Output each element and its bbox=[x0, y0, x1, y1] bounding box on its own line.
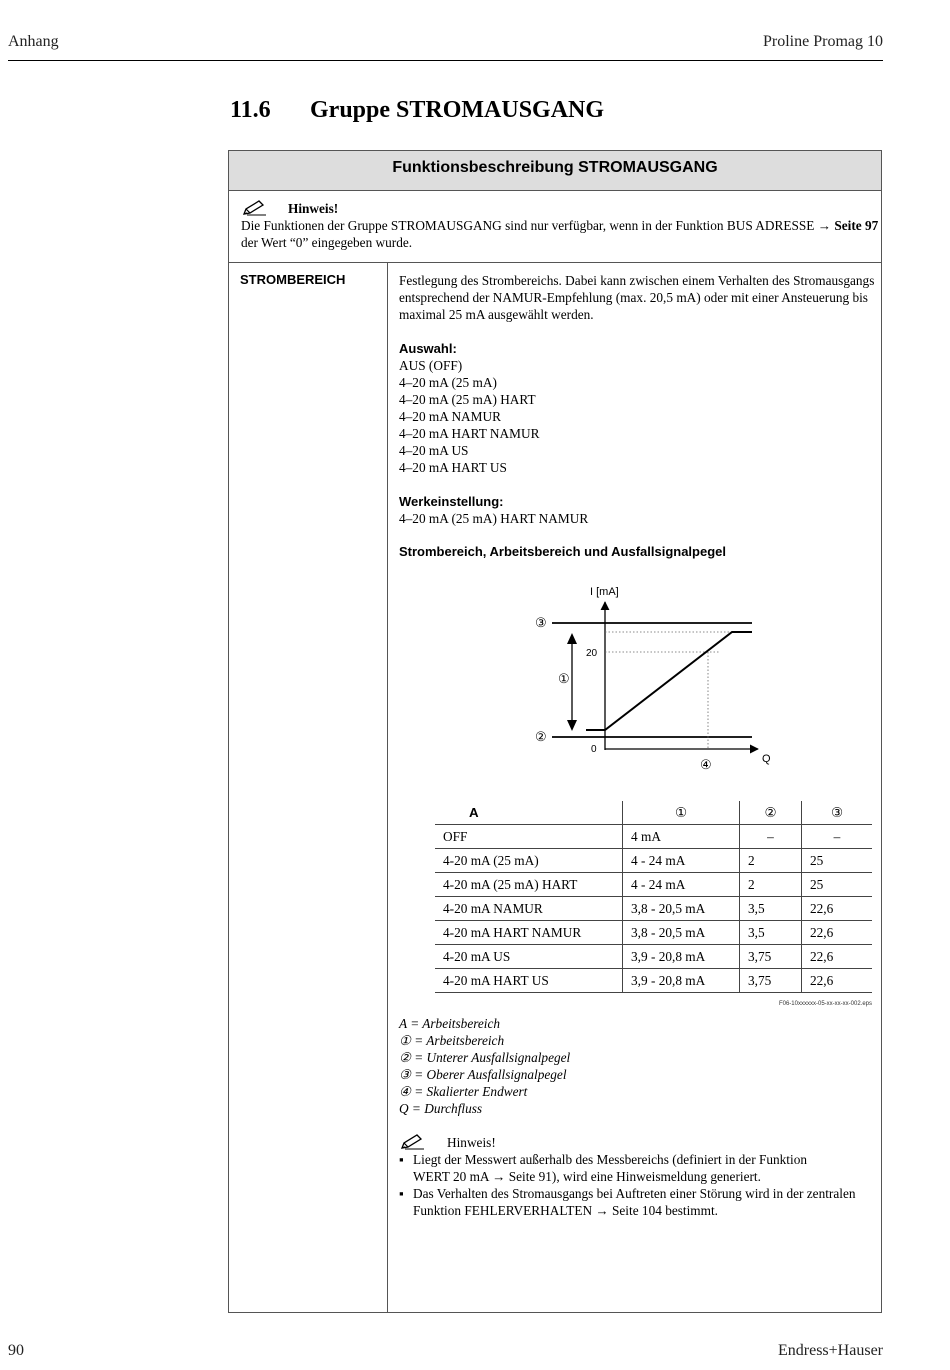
section-number: 11.6 bbox=[230, 97, 271, 123]
table-cell: 3,75 bbox=[740, 969, 802, 993]
running-header-left: Anhang bbox=[8, 33, 59, 50]
legend-item: ① = Arbeitsbereich bbox=[399, 1033, 505, 1048]
pencil-note-icon bbox=[242, 199, 268, 217]
note-bullet-text: Funktion FEHLERVERHALTEN → Seite 104 bestimmt. bbox=[413, 1203, 719, 1218]
note-label: Hinweis! bbox=[447, 1135, 496, 1150]
table-header-cell: ② bbox=[740, 801, 802, 825]
function-box-title: Funktionsbeschreibung STROMAUSGANG bbox=[392, 159, 718, 176]
legend-item: ③ = Oberer Ausfallsignalpegel bbox=[399, 1067, 567, 1082]
table-cell: 22,6 bbox=[802, 969, 873, 993]
marker-1: ① bbox=[558, 671, 570, 686]
note-label: Hinweis! bbox=[288, 201, 339, 216]
legend-item: Q = Durchfluss bbox=[399, 1101, 483, 1116]
header-rule bbox=[8, 60, 883, 61]
legend-item: A = Arbeitsbereich bbox=[399, 1016, 501, 1031]
marker-2: ② bbox=[535, 729, 547, 744]
table-cell: 22,6 bbox=[802, 897, 873, 921]
row-separator bbox=[229, 262, 881, 263]
section-title: Gruppe STROMAUSGANG bbox=[310, 97, 605, 123]
legend-item: ② = Unterer Ausfallsignalpegel bbox=[399, 1050, 571, 1065]
arrow-head-down bbox=[567, 720, 577, 731]
table-cell: 2 bbox=[740, 849, 802, 873]
table-cell: 3,5 bbox=[740, 921, 802, 945]
note-text: Die Funktionen der Gruppe STROMAUSGANG sind nur verfügbar, wenn in der Funktion BUS ADRESSE → bbox=[241, 218, 832, 233]
table-cell: 2 bbox=[740, 873, 802, 897]
figure-legend bbox=[399, 1015, 570, 1117]
legend-item: ④ = Skalierter Endwert bbox=[399, 1084, 528, 1099]
auswahl-block bbox=[399, 340, 539, 476]
auswahl-option: 4–20 mA HART NAMUR bbox=[399, 426, 540, 441]
table-cell: 4-20 mA HART NAMUR bbox=[435, 921, 623, 945]
table-cell: – bbox=[740, 825, 802, 849]
figure-title: Strombereich, Arbeitsbereich und Ausfallsignalpegel bbox=[399, 544, 726, 559]
page-reference-link[interactable]: Seite 97 bbox=[834, 218, 879, 233]
table-cell: 4 mA bbox=[623, 825, 740, 849]
function-name: STROMBEREICH bbox=[240, 272, 346, 287]
note-bullet-text: Das Verhalten des Stromausgangs bei Auftreten einer Störung wird in der zentralen bbox=[413, 1186, 856, 1201]
bullet-icon: ▪ bbox=[399, 1186, 404, 1201]
auswahl-option: 4–20 mA (25 mA) bbox=[399, 375, 497, 390]
range-table bbox=[435, 801, 872, 993]
table-row bbox=[435, 873, 872, 897]
note-bullets bbox=[399, 1151, 856, 1219]
pencil-note-icon bbox=[400, 1133, 426, 1151]
table-row bbox=[435, 921, 872, 945]
table-cell: – bbox=[802, 825, 873, 849]
auswahl-option: 4–20 mA NAMUR bbox=[399, 409, 501, 424]
note-bullet-text: Liegt der Messwert außerhalb des Messbereichs (definiert in der Funktion bbox=[413, 1152, 807, 1167]
table-cell: 25 bbox=[802, 873, 873, 897]
table-cell: 4 - 24 mA bbox=[623, 849, 740, 873]
auswahl-option: 4–20 mA US bbox=[399, 443, 469, 458]
table-header-cell: ③ bbox=[802, 801, 873, 825]
table-header-cell: ① bbox=[623, 801, 740, 825]
table-row bbox=[435, 969, 872, 993]
table-row bbox=[435, 825, 872, 849]
tick-label-0: 0 bbox=[591, 744, 597, 755]
page-number: 90 bbox=[8, 1342, 24, 1359]
werkeinstellung-label: Werkeinstellung: bbox=[399, 494, 504, 509]
table-cell: 3,75 bbox=[740, 945, 802, 969]
werkeinstellung-block bbox=[399, 493, 588, 527]
marker-3: ③ bbox=[535, 615, 547, 630]
y-axis-label: I [mA] bbox=[590, 586, 619, 598]
auswahl-option: AUS (OFF) bbox=[399, 358, 463, 373]
description-line: Festlegung des Strombereichs. Dabei kann zwischen einem Verhalten des Stromausgangs bbox=[399, 273, 875, 288]
table-cell: 4-20 mA NAMUR bbox=[435, 897, 623, 921]
table-header-cell: A bbox=[435, 801, 623, 825]
table-row bbox=[435, 849, 872, 873]
note-text-line bbox=[241, 217, 878, 234]
table-cell: 22,6 bbox=[802, 945, 873, 969]
table-header-row bbox=[435, 801, 872, 825]
footer-brand: Endress+Hauser bbox=[778, 1342, 883, 1359]
table-cell: OFF bbox=[435, 825, 623, 849]
description-line: entsprechend der NAMUR-Empfehlung (max. 20,5 mA) oder mit einer Ansteuerung bis bbox=[399, 290, 868, 305]
current-range-diagram bbox=[520, 580, 780, 780]
table-cell: 3,8 - 20,5 mA bbox=[623, 897, 740, 921]
note-bullet-text: WERT 20 mA → Seite 91), wird eine Hinweismeldung generiert. bbox=[413, 1169, 761, 1184]
table-cell: 3,9 - 20,8 mA bbox=[623, 945, 740, 969]
table-cell: 4-20 mA US bbox=[435, 945, 623, 969]
x-axis-label: Q bbox=[762, 753, 771, 765]
auswahl-option: 4–20 mA (25 mA) HART bbox=[399, 392, 536, 407]
marker-4: ④ bbox=[700, 757, 712, 772]
running-header-right: Proline Promag 10 bbox=[763, 33, 883, 50]
bullet-icon: ▪ bbox=[399, 1152, 404, 1167]
column-separator bbox=[387, 263, 388, 1313]
table-cell: 3,9 - 20,8 mA bbox=[623, 969, 740, 993]
table-cell: 4-20 mA HART US bbox=[435, 969, 623, 993]
arrow-head-up bbox=[567, 633, 577, 644]
table-cell: 4 - 24 mA bbox=[623, 873, 740, 897]
table-row bbox=[435, 897, 872, 921]
description-line: maximal 25 mA ausgewählt werden. bbox=[399, 307, 594, 322]
table-row bbox=[435, 945, 872, 969]
tick-label-20: 20 bbox=[586, 648, 598, 659]
current-characteristic-line bbox=[586, 632, 752, 730]
function-description bbox=[399, 272, 874, 323]
auswahl-option: 4–20 mA HART US bbox=[399, 460, 507, 475]
note-text-line-2: der Wert “0” eingegeben wurde. bbox=[241, 235, 413, 250]
figure-code: F06-10xxxxxx-05-xx-xx-xx-002.eps bbox=[778, 1001, 872, 1007]
table-cell: 25 bbox=[802, 849, 873, 873]
table-cell: 3,5 bbox=[740, 897, 802, 921]
auswahl-label: Auswahl: bbox=[399, 341, 457, 356]
table-cell: 4-20 mA (25 mA) HART bbox=[435, 873, 623, 897]
table-cell: 22,6 bbox=[802, 921, 873, 945]
table-cell: 3,8 - 20,5 mA bbox=[623, 921, 740, 945]
table-cell: 4-20 mA (25 mA) bbox=[435, 849, 623, 873]
werkeinstellung-value: 4–20 mA (25 mA) HART NAMUR bbox=[399, 511, 589, 526]
